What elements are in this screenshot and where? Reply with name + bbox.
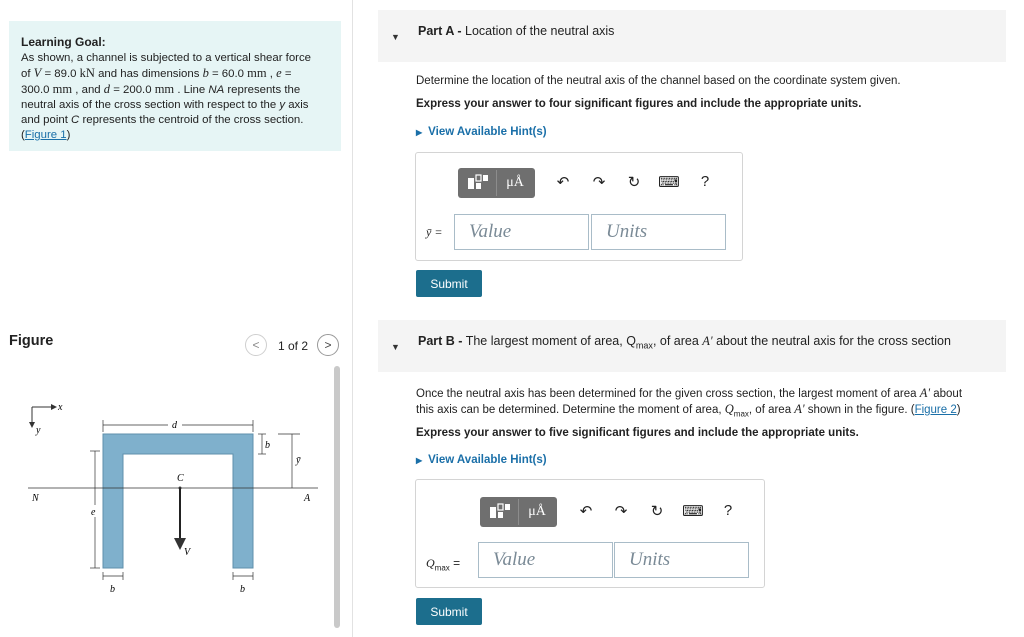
- part-a-hint-link[interactable]: ▶ View Available Hint(s): [416, 126, 547, 138]
- help-icon[interactable]: ?: [723, 502, 733, 519]
- collapse-icon[interactable]: ▼: [391, 342, 400, 352]
- help-icon[interactable]: ?: [700, 173, 710, 190]
- math-toolbar: [480, 497, 557, 527]
- channel-figure: [0, 385, 330, 600]
- b-left-label: b: [110, 584, 115, 595]
- qmax-variable-label: $Q_{max}$ =: [426, 556, 461, 573]
- channel-cross-section: [103, 434, 253, 568]
- coordinate-axes: [32, 407, 56, 427]
- figure-title: Figure: [9, 333, 54, 349]
- units-input[interactable]: Units: [614, 542, 749, 578]
- math-toolbar: [458, 168, 535, 198]
- part-a-answer-box: [415, 152, 743, 261]
- part-a-title: Location of the neutral axis: [465, 24, 615, 38]
- figure-pager: 1 of 2: [278, 339, 309, 353]
- learning-goal-text: As shown, a channel is subjected to a vertical shear force of V = 89.0 kN and has dimensions b = 60.0 mm , e = 300.0 mm , and d = 200.0 mm . Line NA represents the neutral axis of the cross section with respect to the y axis and point C represents the centroid of the cross section. (Figure 1): [21, 52, 311, 141]
- expand-icon: ▶: [416, 456, 423, 465]
- part-a-submit-button[interactable]: Submit: [416, 270, 482, 297]
- redo-icon[interactable]: ↷: [614, 503, 628, 520]
- collapse-icon[interactable]: ▼: [391, 32, 400, 42]
- b-right-label: b: [240, 584, 245, 595]
- part-a-header[interactable]: [378, 10, 1006, 62]
- b-top-label: b: [265, 440, 270, 451]
- reset-icon[interactable]: ↻: [627, 174, 641, 191]
- part-b-hint-link[interactable]: ▶ View Available Hint(s): [416, 454, 547, 466]
- ybar-label: ȳ: [296, 455, 301, 466]
- figure-1-link[interactable]: Figure 1: [24, 129, 67, 141]
- ybar-variable-label: ȳ =: [426, 225, 443, 239]
- value-input[interactable]: Value: [454, 214, 589, 250]
- value-input[interactable]: Value: [478, 542, 613, 578]
- next-figure-button[interactable]: >: [317, 334, 339, 356]
- templates-button[interactable]: [460, 170, 496, 196]
- e-label: e: [91, 507, 96, 518]
- keyboard-icon[interactable]: ⌨: [682, 503, 704, 520]
- part-b-instruction: Express your answer to five significant figures and include the appropriate units.: [416, 427, 859, 439]
- figure-2-link[interactable]: Figure 2: [914, 404, 957, 416]
- reset-icon[interactable]: ↻: [650, 503, 664, 520]
- part-a-instruction: Express your answer to four significant figures and include the appropriate units.: [416, 98, 862, 110]
- part-b-title: The largest moment of area, $Q_{max}$, of area A' about the neutral axis for the cross section: [465, 334, 951, 351]
- d-label: d: [172, 420, 177, 431]
- part-b-answer-box: [415, 479, 765, 588]
- undo-icon[interactable]: ↶: [556, 174, 570, 191]
- templates-button[interactable]: [482, 499, 518, 525]
- learning-goal-title: Learning Goal:: [21, 35, 106, 49]
- part-b-label: Part B -: [418, 334, 463, 348]
- part-a-label: Part A -: [418, 24, 462, 38]
- keyboard-icon[interactable]: ⌨: [658, 174, 680, 191]
- figure-scrollbar[interactable]: [334, 366, 340, 628]
- undo-icon[interactable]: ↶: [579, 503, 593, 520]
- c-label: C: [177, 473, 184, 484]
- redo-icon[interactable]: ↷: [592, 174, 606, 191]
- column-divider: [352, 0, 353, 637]
- expand-icon: ▶: [416, 128, 423, 137]
- part-a-question: Determine the location of the neutral axis of the channel based on the coordinate system given.: [416, 75, 901, 87]
- part-b-header[interactable]: [378, 320, 1006, 372]
- n-label: N: [32, 493, 39, 504]
- a-label: A: [304, 493, 311, 504]
- units-button[interactable]: μÅ: [518, 499, 555, 525]
- units-button[interactable]: μÅ: [496, 170, 533, 196]
- templates-icon: [467, 174, 489, 192]
- part-b-submit-button[interactable]: Submit: [416, 598, 482, 625]
- templates-icon: [489, 503, 511, 521]
- v-label: V: [184, 547, 191, 558]
- prev-figure-button[interactable]: <: [245, 334, 267, 356]
- y-axis-label: y: [36, 425, 41, 436]
- learning-goal-panel: [9, 21, 341, 151]
- units-input[interactable]: Units: [591, 214, 726, 250]
- x-axis-label: x: [58, 402, 63, 413]
- part-b-question: Once the neutral axis has been determined for the given cross section, the largest moment of area A' about this axis can be determined. Determine the moment of area, $Q_{max}$, of area A' shown in the figure. (Figure 2): [416, 386, 963, 419]
